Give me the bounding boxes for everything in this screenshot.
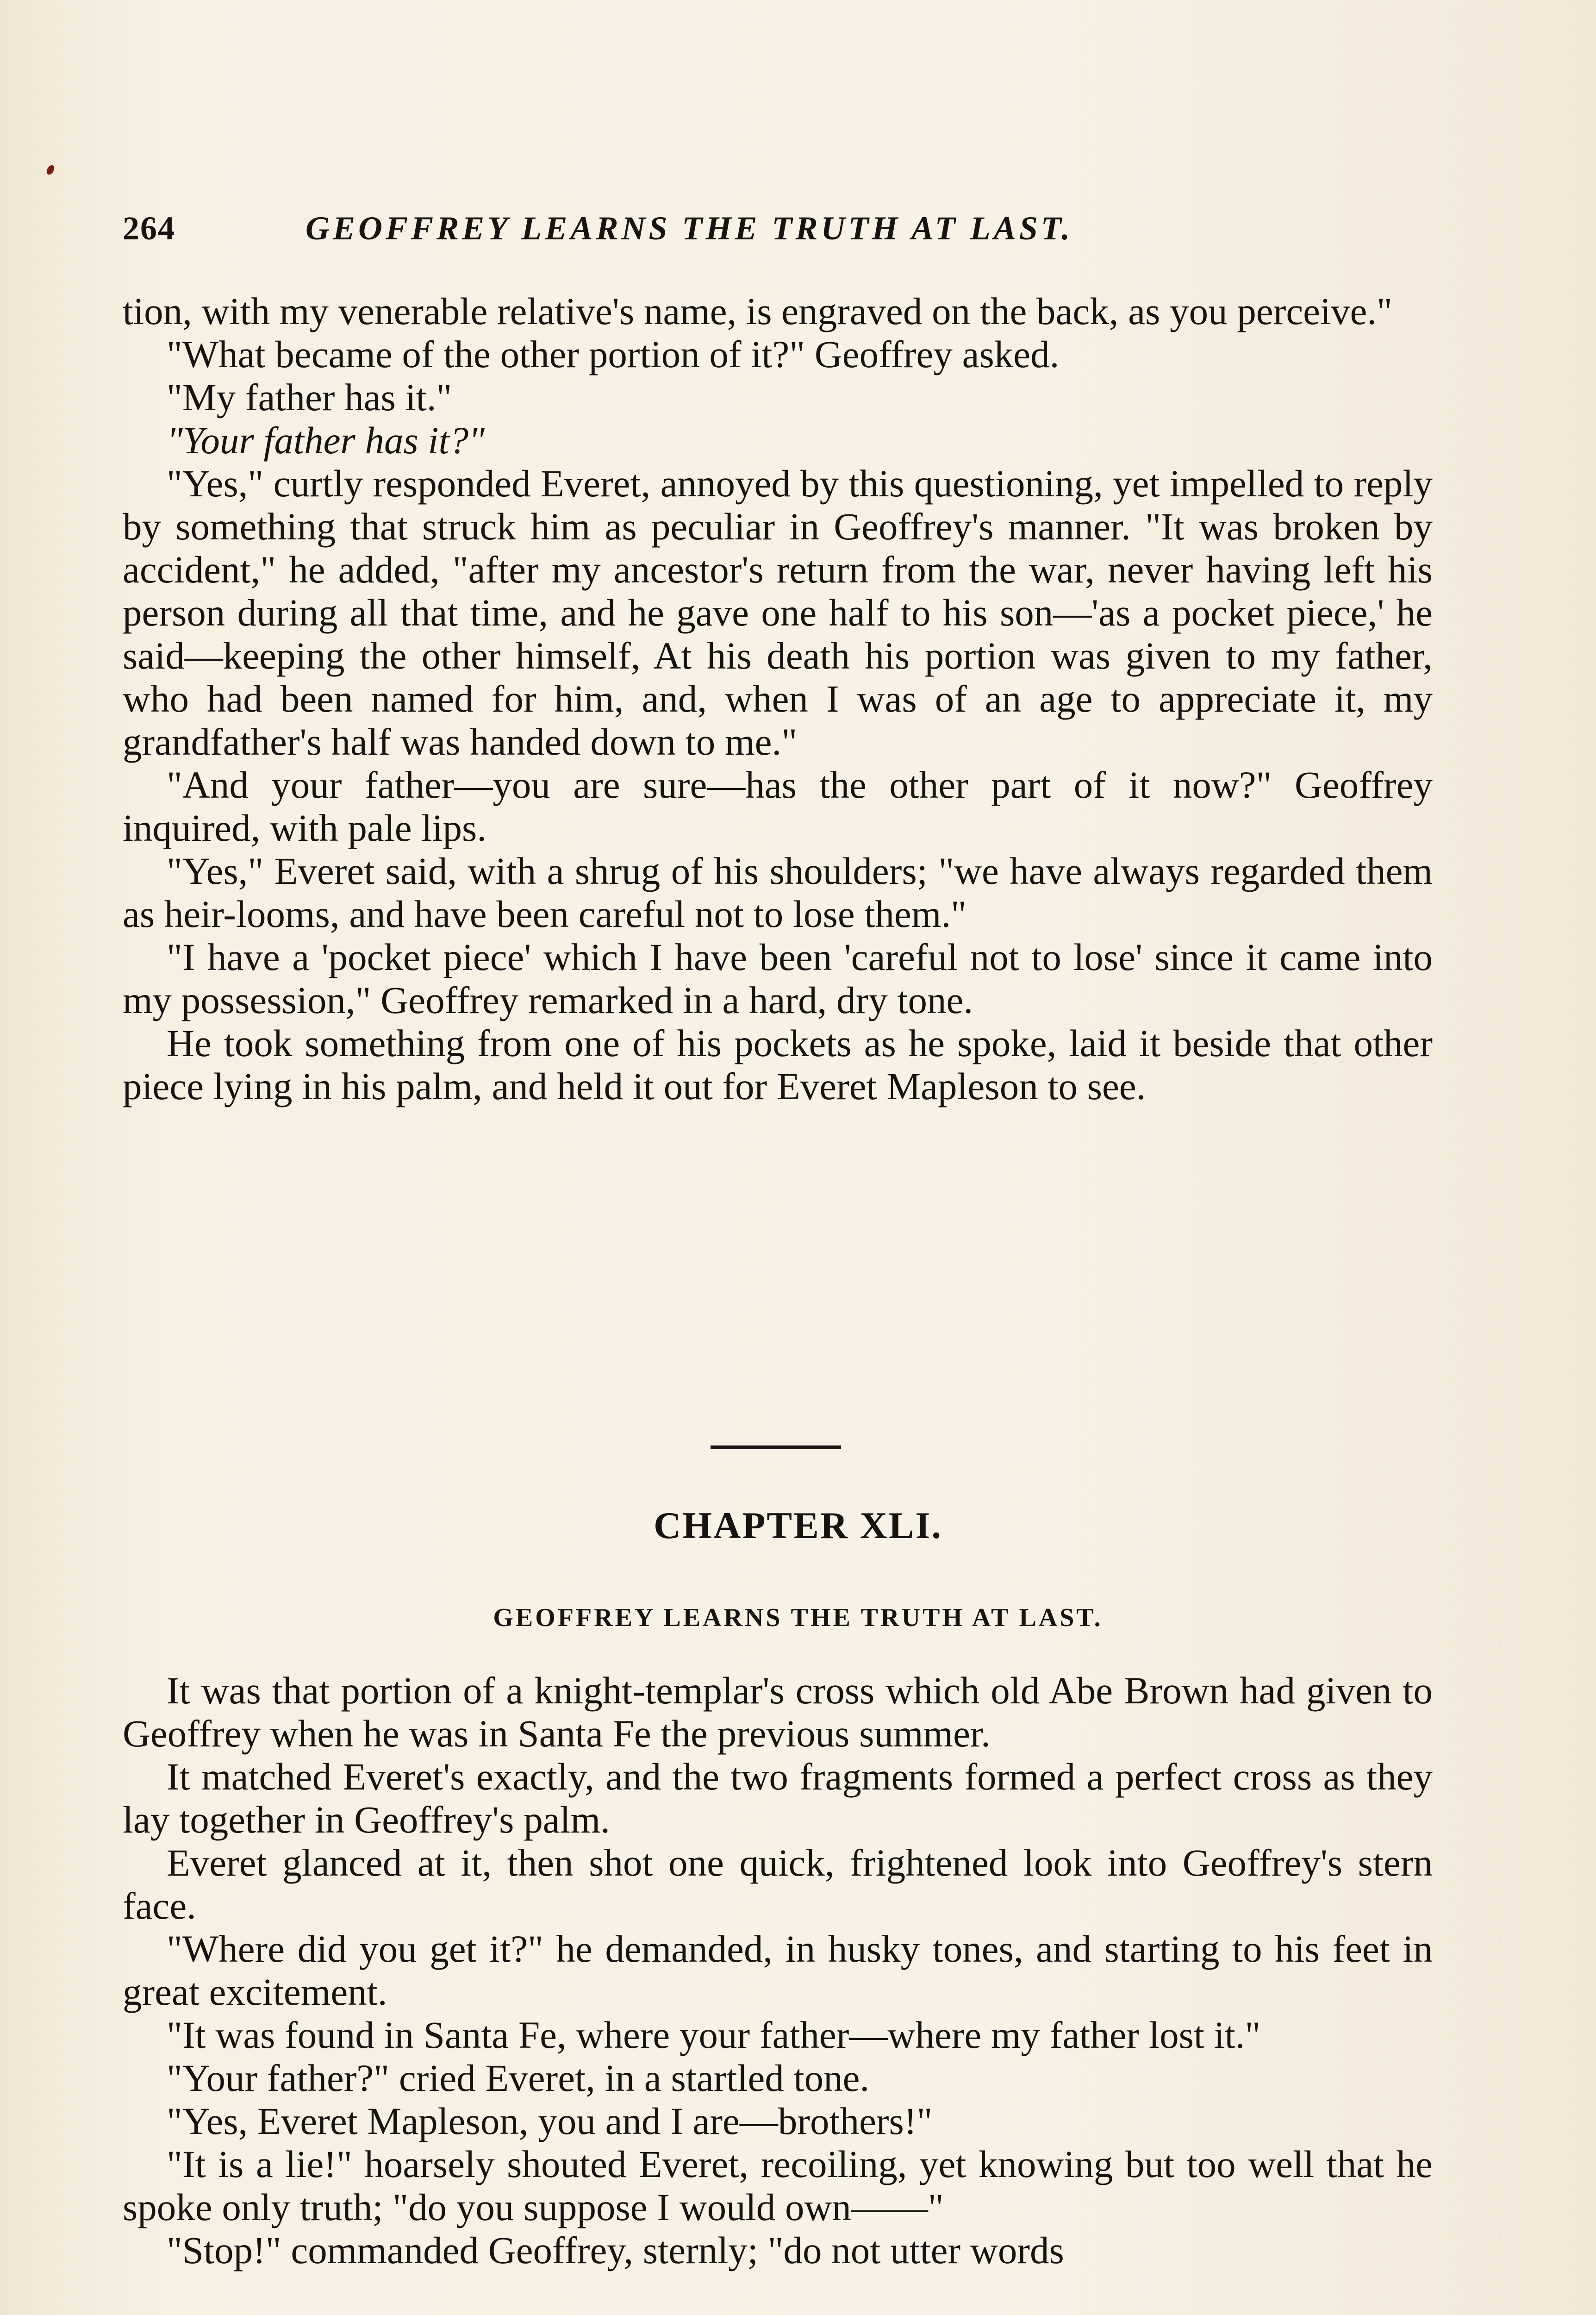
chapter-title: GEOFFREY LEARNS THE TRUTH AT LAST. xyxy=(493,1603,1103,1632)
paragraph: "Yes," curtly responded Everet, annoyed by this questioning, yet impelled to reply by something that struck him as peculiar in Geoffrey's manner. "It was broken by accident," he added, "after my ancestor's return from the war, never having left his person during all that time, and he gave one half to his son—'as a pocket piece,' he said—keeping the other himself, At his death his portion was given to my father, who had been named for him, and, when I was of an age to appreciate it, my grandfather's half was handed down to me." xyxy=(123,462,1433,763)
paragraph: "It was found in Santa Fe, where your father—where my father lost it." xyxy=(167,2014,1261,2056)
paragraph: "I have a 'pocket piece' which I have been 'careful not to lose' since it came into my possession," Geoffrey remarked in a hard, dry tone. xyxy=(123,936,1433,1021)
paragraph: "Your father has it?" xyxy=(167,419,485,462)
text-block-1 xyxy=(123,290,1433,1108)
paragraph: "Your father?" cried Everet, in a startled tone. xyxy=(167,2057,870,2099)
paragraph: He took something from one of his pockets as he spoke, laid it beside that other piece lying in his palm, and held it out for Everet Mapleson to see. xyxy=(123,1022,1433,1107)
paragraph: "What became of the other portion of it?" Geoffrey asked. xyxy=(167,333,1060,375)
paragraph: "And your father—you are sure—has the other part of it now?" Geoffrey inquired, with pale lips. xyxy=(123,763,1433,849)
paragraph: tion, with my venerable relative's name, is engraved on the back, as you perceive." xyxy=(123,290,1393,332)
paragraph: "Yes, Everet Mapleson, you and I are—brothers!" xyxy=(167,2100,933,2142)
paragraph: "Stop!" commanded Geoffrey, sternly; "do not utter words xyxy=(167,2229,1064,2271)
running-title: GEOFFREY LEARNS THE TRUTH AT LAST. xyxy=(305,210,1073,247)
paragraph: Everet glanced at it, then shot one quick, frightened look into Geoffrey's stern face. xyxy=(123,1841,1433,1927)
paragraph: "My father has it." xyxy=(167,376,452,419)
paragraph: "Where did you get it?" he demanded, in husky tones, and starting to his feet in great excitement. xyxy=(123,1927,1433,2013)
text-block-2 xyxy=(123,1669,1433,2272)
page-number: 264 xyxy=(123,210,175,247)
section-divider xyxy=(711,1445,841,1449)
paragraph: It matched Everet's exactly, and the two fragments formed a perfect cross as they lay together in Geoffrey's palm. xyxy=(123,1755,1433,1841)
paragraph: It was that portion of a knight-templar's cross which old Abe Brown had given to Geoffrey when he was in Santa Fe the previous summer. xyxy=(123,1669,1433,1755)
page-header xyxy=(123,209,1437,260)
paragraph: "It is a lie!" hoarsely shouted Everet, recoiling, yet knowing but too well that he spoke only truth; "do you suppose I would own——" xyxy=(123,2143,1433,2228)
chapter-heading: CHAPTER XLI. xyxy=(654,1504,942,1546)
paragraph: "Yes," Everet said, with a shrug of his shoulders; "we have always regarded them as heir-looms, and have been careful not to lose them." xyxy=(123,850,1433,935)
